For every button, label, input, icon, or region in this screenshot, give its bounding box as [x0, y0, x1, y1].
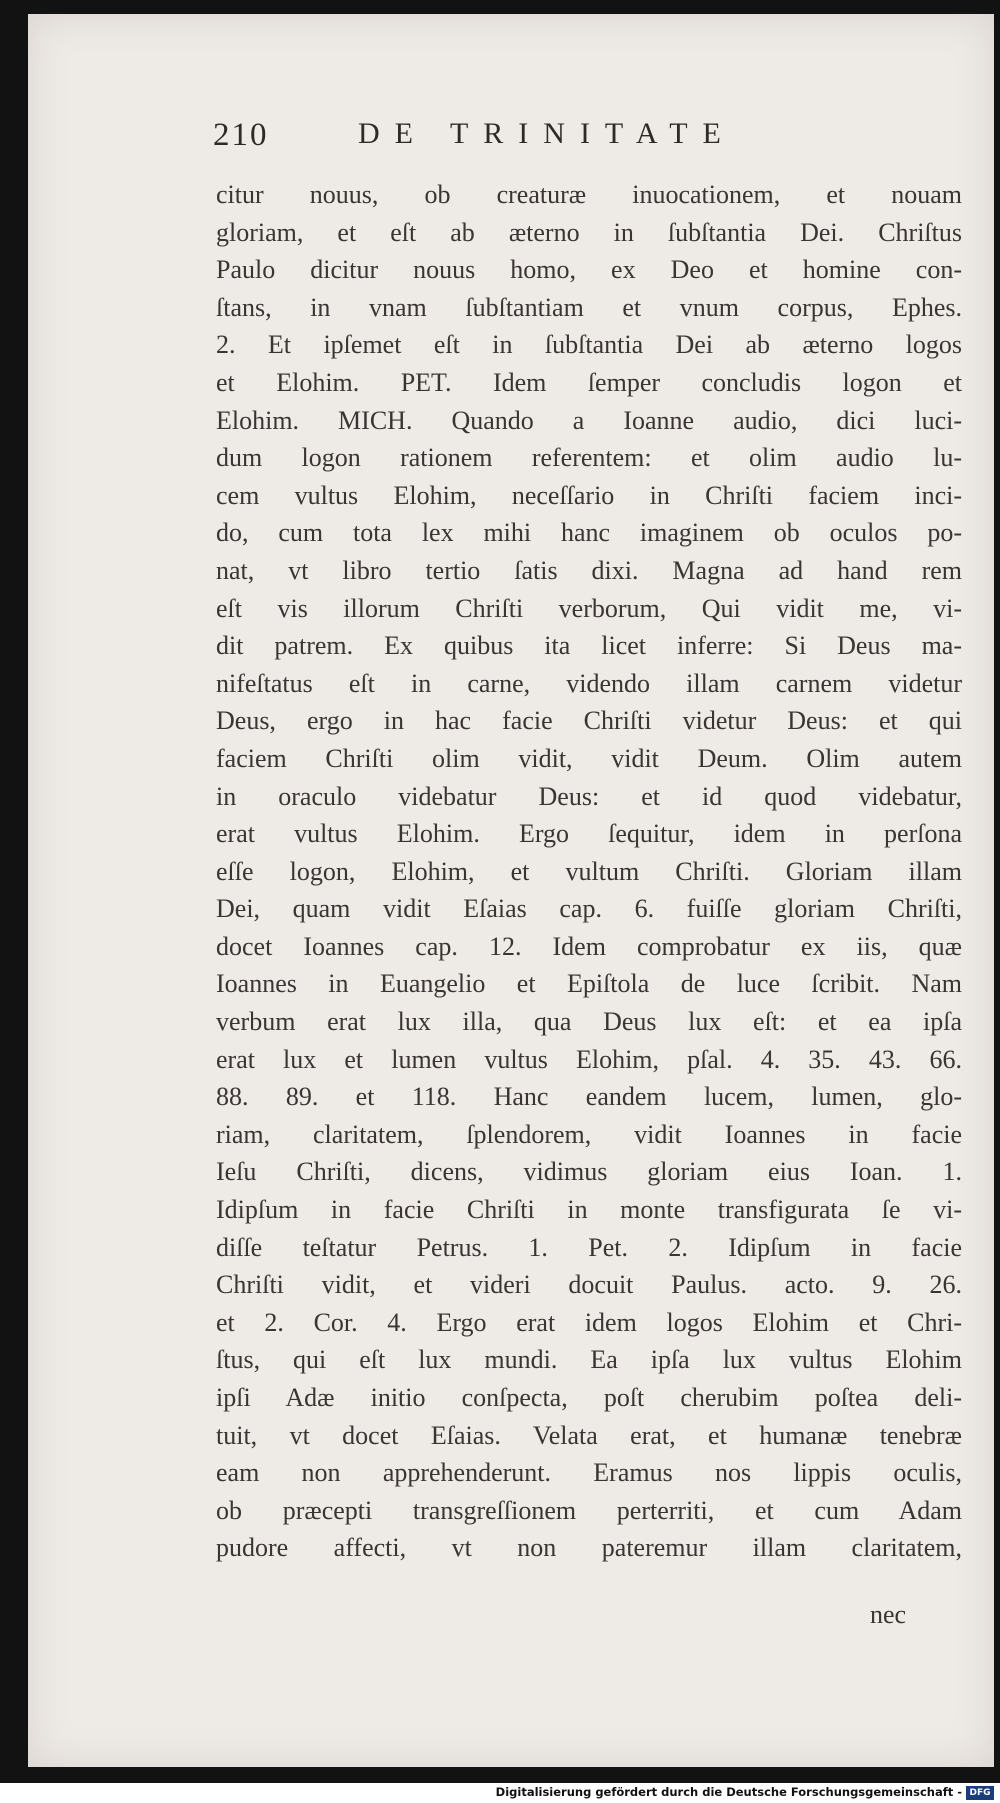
text-line: Dei, quam vidit Eſaias cap. 6. fuiſſe gloriam Chriſti,: [216, 894, 962, 924]
page-header: [28, 117, 994, 167]
text-line: nat, vt libro tertio ſatis dixi. Magna ad hand rem: [216, 555, 962, 585]
book-page: [28, 14, 994, 1767]
text-line: eam non apprehenderunt. Eramus nos lippis oculis,: [216, 1458, 962, 1488]
text-line: et Elohim. PET. Idem ſemper concludis logon et: [216, 367, 962, 397]
text-line: Ioannes in Euangelio et Epiſtola de luce ſcribit. Nam: [216, 969, 962, 999]
text-line: ſtus, qui eſt lux mundi. Ea ipſa lux vultus Elohim: [216, 1345, 962, 1375]
dfg-logo: DFG: [966, 1786, 994, 1800]
text-line: dum logon rationem referentem: et olim audio lu-: [216, 443, 962, 473]
funding-note: Digitalisierung gefördert durch die Deutsche Forschungsgemeinschaft -: [495, 1785, 962, 1799]
text-line: Deus, ergo in hac facie Chriſti videtur Deus: et qui: [216, 706, 962, 736]
running-title: DE TRINITATE: [358, 117, 736, 150]
text-line: riam, claritatem, ſplendorem, vidit Ioannes in facie: [216, 1119, 962, 1149]
text-line: cem vultus Elohim, neceſſario in Chriſti faciem inci-: [216, 480, 962, 510]
text-line: Paulo dicitur nouus homo, ex Deo et homine con-: [216, 255, 962, 285]
text-line: Elohim. MICH. Quando a Ioanne audio, dici luci-: [216, 405, 962, 435]
text-line: tuit, vt docet Eſaias. Velata erat, et humanæ tenebræ: [216, 1420, 962, 1450]
text-line: faciem Chriſti olim vidit, vidit Deum. Olim autem: [216, 743, 962, 773]
text-line: ipſi Adæ initio conſpecta, poſt cherubim poſtea deli-: [216, 1383, 962, 1412]
text-line: do, cum tota lex mihi hanc imaginem ob oculos po-: [216, 518, 962, 548]
text-line: erat vultus Elohim. Ergo ſequitur, idem in perſona: [216, 819, 962, 849]
text-line: eſt vis illorum Chriſti verborum, Qui vidit me, vi-: [216, 593, 962, 623]
text-line: Idipſum in facie Chriſti in monte transfigurata ſe vi-: [216, 1195, 962, 1225]
text-line: Chriſti vidit, et videri docuit Paulus. acto. 9. 26.: [216, 1270, 962, 1300]
body-text: [216, 176, 962, 1567]
text-line: pudore affecti, vt non pateremur illam claritatem,: [216, 1533, 962, 1563]
text-line: ſtans, in vnam ſubſtantiam et vnum corpus, Ephes.: [216, 292, 962, 322]
text-line: gloriam, et eſt ab æterno in ſubſtantia Dei. Chriſtus: [216, 217, 962, 247]
text-line: eſſe logon, Elohim, et vultum Chriſti. Gloriam illam: [216, 856, 962, 886]
page-number: 210: [213, 117, 269, 153]
text-line: nifeſtatus eſt in carne, videndo illam carnem videtur: [216, 668, 962, 698]
text-line: citur nouus, ob creaturæ inuocationem, et nouam: [216, 180, 962, 209]
text-line: in oraculo videbatur Deus: et id quod videbatur,: [216, 781, 962, 811]
text-line: 88. 89. et 118. Hanc eandem lucem, lumen, glo-: [216, 1082, 962, 1112]
footer-bar: [0, 1783, 1000, 1803]
catchword: nec: [870, 1600, 907, 1629]
text-line: dit patrem. Ex quibus ita licet inferre: Si Deus ma-: [216, 631, 962, 661]
text-line: docet Ioannes cap. 12. Idem comprobatur ex iis, quæ: [216, 931, 962, 961]
text-line: ob præcepti transgreſſionem perterriti, et cum Adam: [216, 1495, 962, 1525]
text-line: 2. Et ipſemet eſt in ſubſtantia Dei ab æterno logos: [216, 330, 962, 360]
text-line: Ieſu Chriſti, dicens, vidimus gloriam eius Ioan. 1.: [216, 1157, 962, 1187]
text-line: verbum erat lux illa, qua Deus lux eſt: et ea ipſa: [216, 1007, 962, 1037]
text-line: et 2. Cor. 4. Ergo erat idem logos Elohim et Chri-: [216, 1307, 962, 1337]
text-line: erat lux et lumen vultus Elohim, pſal. 4. 35. 43. 66.: [216, 1044, 962, 1074]
text-line: diſſe teſtatur Petrus. 1. Pet. 2. Idipſum in facie: [216, 1232, 962, 1262]
